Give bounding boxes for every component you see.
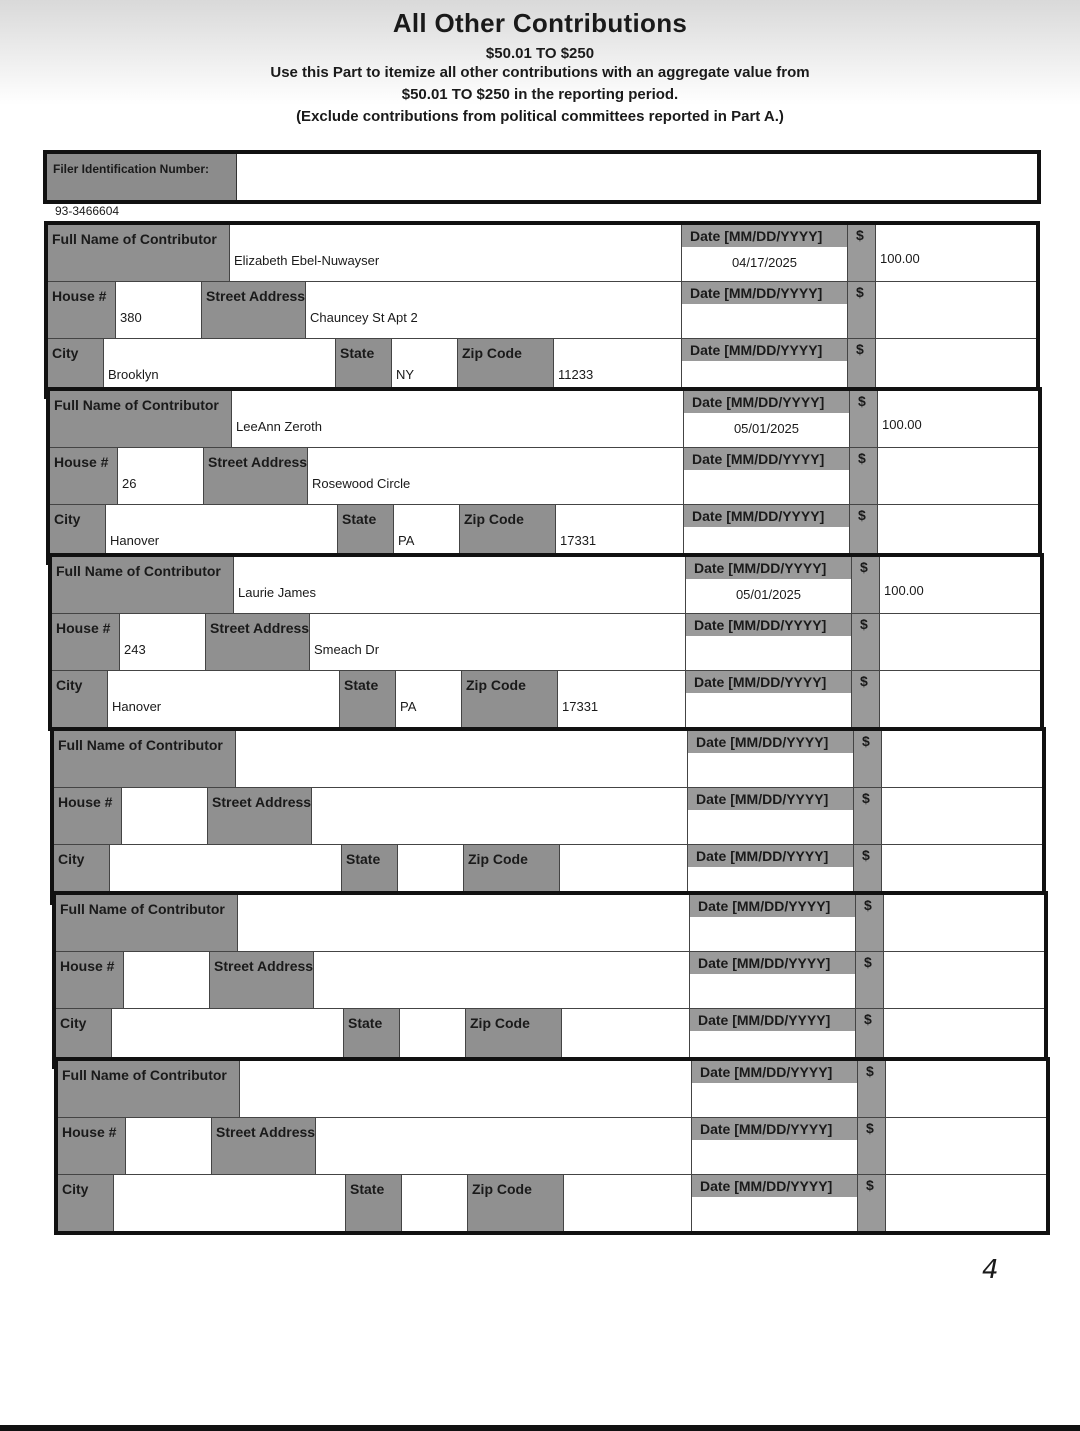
address-area <box>54 788 688 844</box>
date-value <box>684 527 849 535</box>
dollar-sign: $ <box>866 1063 874 1079</box>
state-value: PA <box>400 699 417 714</box>
date-value <box>692 1083 857 1091</box>
street-field[interactable] <box>312 788 688 844</box>
date-label: Date [MM/DD/YYYY] <box>688 845 853 867</box>
full-name-label-cell <box>58 1061 240 1117</box>
city-label: City <box>54 511 81 527</box>
date-value <box>688 867 853 875</box>
street-label-cell <box>212 1118 316 1174</box>
house-field[interactable] <box>116 282 202 338</box>
name-row <box>56 895 1044 952</box>
full-name-label-cell <box>50 391 232 447</box>
date-value: 04/17/2025 <box>731 255 798 270</box>
house-label-cell <box>54 788 122 844</box>
amount-field[interactable] <box>876 282 1036 338</box>
house-label: House # <box>54 454 109 470</box>
name-area <box>54 731 688 787</box>
city-area <box>58 1175 692 1231</box>
street-label-cell <box>202 282 306 338</box>
date-label: Date [MM/DD/YYYY] <box>684 391 849 413</box>
dollar-sign: $ <box>856 341 864 357</box>
dollar-sign: $ <box>858 450 866 466</box>
house-label: House # <box>60 958 115 974</box>
full-name-label-cell <box>54 731 236 787</box>
instruction-line-1: Use this Part to itemize all other contributions with an aggregate value from <box>270 64 810 81</box>
street-label-cell <box>208 788 312 844</box>
filer-id-box <box>43 150 1041 218</box>
street-field[interactable] <box>310 614 686 670</box>
date-field[interactable] <box>692 1118 858 1174</box>
city-label: City <box>62 1181 89 1197</box>
dollar-sign-cell <box>850 448 878 504</box>
dollar-sign: $ <box>866 1177 874 1193</box>
date-field[interactable] <box>686 557 852 613</box>
scan-edge <box>0 1425 1080 1431</box>
street-field[interactable] <box>306 282 682 338</box>
page-title: All Other Contributions <box>392 8 688 38</box>
dollar-sign: $ <box>860 616 868 632</box>
street-field[interactable] <box>314 952 690 1008</box>
amount-field[interactable] <box>878 391 1038 447</box>
date-value <box>692 1197 857 1205</box>
full-name-label-cell <box>52 557 234 613</box>
name-row <box>50 391 1038 448</box>
zip-label-cell <box>462 671 558 727</box>
house-label: House # <box>62 1124 117 1140</box>
city-value: Brooklyn <box>108 367 159 382</box>
amount-value: 100.00 <box>882 417 922 432</box>
amount-field[interactable] <box>882 788 1042 844</box>
street-label: Street Address <box>206 288 306 304</box>
amount-field[interactable] <box>878 448 1038 504</box>
date-field[interactable] <box>690 952 856 1008</box>
date-label: Date [MM/DD/YYYY] <box>690 895 855 917</box>
date-value <box>684 470 849 478</box>
address-row <box>56 952 1044 1009</box>
date-field[interactable] <box>690 895 856 951</box>
date-value <box>682 304 847 312</box>
zip-field[interactable] <box>564 1175 692 1231</box>
zip-label-cell <box>468 1175 564 1231</box>
city-label: City <box>58 851 85 867</box>
date-value <box>686 693 851 701</box>
address-area <box>56 952 690 1008</box>
date-label: Date [MM/DD/YYYY] <box>686 671 851 693</box>
dollar-sign-cell <box>848 282 876 338</box>
state-value: PA <box>398 533 415 548</box>
date-label: Date [MM/DD/YYYY] <box>686 557 851 579</box>
city-label: City <box>56 677 83 693</box>
name-row <box>48 225 1036 282</box>
full-name-label-cell <box>56 895 238 951</box>
dollar-sign-cell <box>858 1118 886 1174</box>
state-field[interactable] <box>396 671 462 727</box>
street-label: Street Address <box>212 794 312 810</box>
date-field[interactable] <box>686 671 852 727</box>
filer-id-label: Filer Identification Number: <box>47 154 237 200</box>
dollar-sign-cell <box>856 895 884 951</box>
date-label: Date [MM/DD/YYYY] <box>682 225 847 247</box>
street-field[interactable] <box>308 448 684 504</box>
zip-value: 17331 <box>562 699 599 714</box>
house-field[interactable] <box>124 952 210 1008</box>
name-area <box>48 225 682 281</box>
date-field[interactable] <box>682 225 848 281</box>
dollar-sign: $ <box>858 507 866 523</box>
city-value: Hanover <box>110 533 160 548</box>
dollar-sign-cell <box>856 952 884 1008</box>
house-label-cell <box>58 1118 126 1174</box>
amount-field[interactable] <box>880 614 1040 670</box>
date-label: Date [MM/DD/YYYY] <box>688 731 853 753</box>
date-value <box>692 1140 857 1148</box>
date-label: Date [MM/DD/YYYY] <box>682 339 847 361</box>
name-row <box>58 1061 1046 1118</box>
street-label: Street Address <box>216 1124 316 1140</box>
amount-field[interactable] <box>882 731 1042 787</box>
handwritten-page-number: 4 <box>982 1255 999 1285</box>
street-label: Street Address <box>214 958 314 974</box>
dollar-sign: $ <box>858 393 866 409</box>
date-field[interactable] <box>688 731 854 787</box>
street-label-cell <box>204 448 308 504</box>
zip-label: Zip Code <box>472 1181 532 1197</box>
address-row <box>48 282 1036 339</box>
house-label: House # <box>56 620 111 636</box>
date-value <box>688 753 853 761</box>
dollar-sign: $ <box>864 954 872 970</box>
filer-id-field[interactable]: 93-3466604 <box>55 204 120 218</box>
house-value: 26 <box>122 476 137 491</box>
house-label: House # <box>58 794 113 810</box>
amount-range: $50.01 TO $250 <box>485 45 595 62</box>
city-label: City <box>52 345 79 361</box>
house-label-cell <box>50 448 118 504</box>
dollar-sign-cell <box>852 671 880 727</box>
zip-value: 11233 <box>558 367 594 382</box>
city-area <box>52 671 686 727</box>
dollar-sign: $ <box>864 897 872 913</box>
house-label-cell <box>52 614 120 670</box>
address-area <box>50 448 684 504</box>
street-value: Chauncey St Apt 2 <box>310 310 418 325</box>
dollar-sign: $ <box>862 847 870 863</box>
city-field[interactable] <box>108 671 340 727</box>
amount-value: 100.00 <box>880 251 920 266</box>
zip-label: Zip Code <box>464 511 524 527</box>
date-label: Date [MM/DD/YYYY] <box>690 952 855 974</box>
full-name-field[interactable] <box>230 225 682 281</box>
house-label: House # <box>52 288 107 304</box>
house-label-cell <box>48 282 116 338</box>
dollar-sign-cell <box>852 614 880 670</box>
instruction-line-2: $50.01 TO $250 in the reporting period. <box>401 86 679 103</box>
form-header <box>0 8 1080 128</box>
name-area <box>56 895 690 951</box>
city-value: Hanover <box>112 699 162 714</box>
dollar-sign: $ <box>866 1120 874 1136</box>
date-label: Date [MM/DD/YYYY] <box>686 614 851 636</box>
dollar-sign: $ <box>860 559 868 575</box>
date-value <box>690 917 855 925</box>
full-name-field[interactable] <box>234 557 686 613</box>
street-value: Smeach Dr <box>314 642 380 657</box>
date-field[interactable] <box>692 1061 858 1117</box>
address-area <box>58 1118 692 1174</box>
state-label: State <box>344 677 379 693</box>
state-label-cell <box>346 1175 402 1231</box>
dollar-sign-cell <box>854 731 882 787</box>
full-name-field[interactable] <box>232 391 684 447</box>
date-value: 05/01/2025 <box>733 421 800 436</box>
contributor-block <box>48 553 1044 731</box>
contributor-block <box>50 727 1046 905</box>
date-field[interactable] <box>684 391 850 447</box>
date-label: Date [MM/DD/YYYY] <box>684 448 849 470</box>
name-row <box>52 557 1040 614</box>
dollar-sign-cell <box>850 391 878 447</box>
date-value: 05/01/2025 <box>735 587 802 602</box>
date-field[interactable] <box>682 282 848 338</box>
city-row <box>58 1175 1046 1231</box>
zip-label: Zip Code <box>466 677 526 693</box>
name-area <box>58 1061 692 1117</box>
date-label: Date [MM/DD/YYYY] <box>682 282 847 304</box>
dollar-sign: $ <box>856 227 864 243</box>
house-field[interactable] <box>126 1118 212 1174</box>
amount-field[interactable] <box>880 557 1040 613</box>
full-name-value: Elizabeth Ebel-Nuwayser <box>234 253 380 268</box>
state-value: NY <box>396 367 415 382</box>
address-area <box>48 282 682 338</box>
house-field[interactable] <box>118 448 204 504</box>
amount-field[interactable] <box>886 1061 1046 1117</box>
dollar-sign: $ <box>856 284 864 300</box>
date-label: Date [MM/DD/YYYY] <box>692 1175 857 1197</box>
city-label-cell <box>58 1175 114 1231</box>
full-name-field[interactable] <box>236 731 688 787</box>
full-name-label: Full Name of Contributor <box>54 397 219 413</box>
address-area <box>52 614 686 670</box>
contributor-block <box>44 221 1040 399</box>
dollar-sign: $ <box>862 733 870 749</box>
state-label: State <box>346 851 381 867</box>
amount-field[interactable] <box>886 1175 1046 1231</box>
dollar-sign-cell <box>848 225 876 281</box>
amount-field[interactable] <box>886 1118 1046 1174</box>
dollar-sign-cell <box>858 1061 886 1117</box>
date-field[interactable] <box>686 614 852 670</box>
amount-field[interactable] <box>884 895 1044 951</box>
full-name-label-cell <box>48 225 230 281</box>
date-value <box>688 810 853 818</box>
amount-value: 100.00 <box>884 583 924 598</box>
city-label-cell <box>52 671 108 727</box>
dollar-sign-cell <box>852 557 880 613</box>
address-row <box>50 448 1038 505</box>
street-field[interactable] <box>316 1118 692 1174</box>
address-row <box>52 614 1040 671</box>
full-name-label: Full Name of Contributor <box>56 563 221 579</box>
date-value <box>690 974 855 982</box>
full-name-label: Full Name of Contributor <box>52 231 217 247</box>
dollar-sign: $ <box>864 1011 872 1027</box>
full-name-label: Full Name of Contributor <box>62 1067 227 1083</box>
city-label: City <box>60 1015 87 1031</box>
zip-field[interactable] <box>558 671 686 727</box>
dollar-sign: $ <box>862 790 870 806</box>
date-value <box>686 636 851 644</box>
city-row <box>52 671 1040 727</box>
zip-label: Zip Code <box>468 851 528 867</box>
full-name-label: Full Name of Contributor <box>58 737 223 753</box>
state-label: State <box>348 1015 383 1031</box>
date-field[interactable] <box>684 448 850 504</box>
full-name-field[interactable] <box>240 1061 692 1117</box>
zip-label: Zip Code <box>462 345 522 361</box>
date-label: Date [MM/DD/YYYY] <box>692 1061 857 1083</box>
street-label: Street Address <box>208 454 308 470</box>
contributor-block <box>54 1057 1050 1235</box>
zip-label: Zip Code <box>470 1015 530 1031</box>
date-label: Date [MM/DD/YYYY] <box>690 1009 855 1031</box>
state-label: State <box>340 345 375 361</box>
house-value: 243 <box>124 642 146 657</box>
state-label: State <box>350 1181 385 1197</box>
name-area <box>50 391 684 447</box>
state-field[interactable] <box>402 1175 468 1231</box>
street-value: Rosewood Circle <box>312 476 411 491</box>
full-name-value: Laurie James <box>238 585 317 600</box>
address-row <box>58 1118 1046 1175</box>
amount-field[interactable] <box>876 225 1036 281</box>
full-name-label: Full Name of Contributor <box>60 901 225 917</box>
date-label: Date [MM/DD/YYYY] <box>692 1118 857 1140</box>
street-label-cell <box>210 952 314 1008</box>
date-value <box>682 361 847 369</box>
state-label-cell <box>340 671 396 727</box>
instruction-line-3: (Exclude contributions from political committees reported in Part A.) <box>296 108 784 125</box>
state-label: State <box>342 511 377 527</box>
contributor-block <box>52 891 1048 1069</box>
date-label: Date [MM/DD/YYYY] <box>684 505 849 527</box>
full-name-field[interactable] <box>238 895 690 951</box>
name-row <box>54 731 1042 788</box>
house-field[interactable] <box>122 788 208 844</box>
dollar-sign-cell <box>858 1175 886 1231</box>
date-field[interactable] <box>692 1175 858 1231</box>
amount-field[interactable] <box>884 952 1044 1008</box>
name-area <box>52 557 686 613</box>
amount-field[interactable] <box>880 671 1040 727</box>
house-field[interactable] <box>120 614 206 670</box>
date-field[interactable] <box>688 788 854 844</box>
street-label-cell <box>206 614 310 670</box>
street-label: Street Address <box>210 620 310 636</box>
house-label-cell <box>56 952 124 1008</box>
date-label: Date [MM/DD/YYYY] <box>688 788 853 810</box>
zip-value: 17331 <box>560 533 597 548</box>
address-row <box>54 788 1042 845</box>
full-name-value: LeeAnn Zeroth <box>236 419 323 434</box>
contributor-block <box>46 387 1042 565</box>
dollar-sign-cell <box>854 788 882 844</box>
city-field[interactable] <box>114 1175 346 1231</box>
dollar-sign: $ <box>860 673 868 689</box>
date-value <box>690 1031 855 1039</box>
house-value: 380 <box>120 310 142 325</box>
